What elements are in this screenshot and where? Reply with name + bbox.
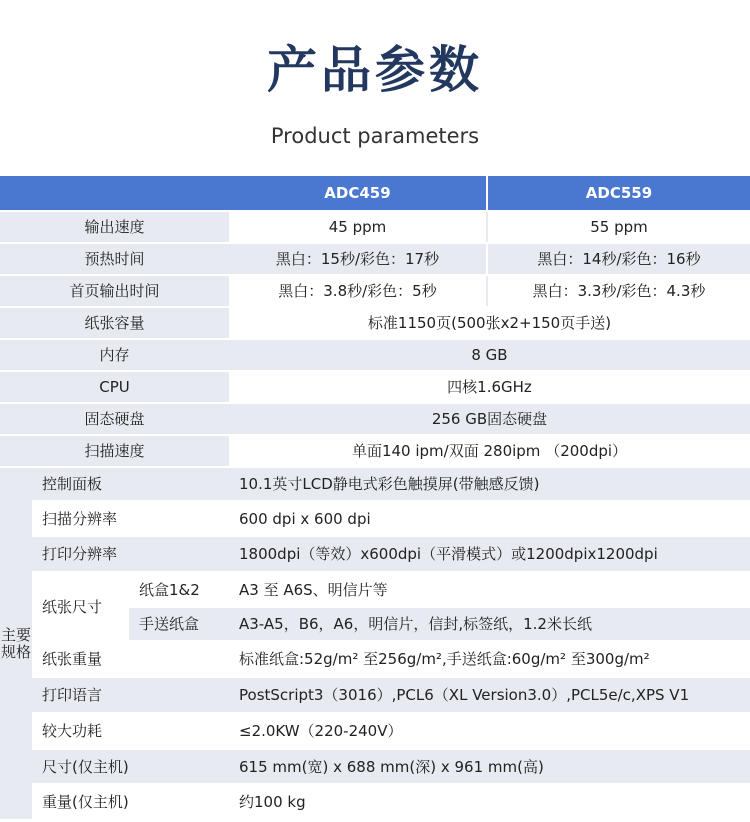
header-model2: ADC559 <box>488 176 750 210</box>
spec-value-dimensions: 615 mm(宽) x 688 mm(深) x 961 mm(高) <box>229 750 750 783</box>
row-value-warmup-1: 黑白：15秒/彩色：17秒 <box>229 244 486 274</box>
header-model1: ADC459 <box>229 176 486 210</box>
row-label-ssd: 固态硬盘 <box>0 404 229 434</box>
spec-value-paper-weight: 标准纸盒:52g/m² 至256g/m²,手送纸盒:60g/m² 至300g/m² <box>229 642 750 676</box>
spec-value-print-res: 1800dpi（等效）x600dpi（平滑模式）或1200dpix1200dpi <box>229 537 750 571</box>
side-label-main-spec <box>0 468 32 819</box>
spec-label-paper-weight: 纸张重量 <box>32 642 229 676</box>
spec-value-weight: 约100 kg <box>229 785 750 819</box>
spec-label-print-res: 打印分辨率 <box>32 537 229 571</box>
row-value-memory: 8 GB <box>229 340 750 370</box>
spec-value-tray: A3 至 A6S、明信片等 <box>229 573 750 606</box>
spec-label-bypass: 手送纸盒 <box>129 608 229 640</box>
row-value-first-page-2: 黑白：3.3秒/彩色：4.3秒 <box>488 276 750 306</box>
row-label-first-page: 首页输出时间 <box>0 276 229 306</box>
row-value-cpu: 四核1.6GHz <box>229 372 750 402</box>
row-value-first-page-1: 黑白：3.8秒/彩色：5秒 <box>229 276 486 306</box>
spec-value-scan-res: 600 dpi x 600 dpi <box>229 502 750 535</box>
side-label-text: 主要规格 <box>0 625 31 661</box>
row-label-scan-speed: 扫描速度 <box>0 436 229 466</box>
row-value-output-speed-2: 55 ppm <box>488 212 750 242</box>
spec-label-control-panel: 控制面板 <box>32 468 229 500</box>
spec-label-weight: 重量(仅主机) <box>32 785 229 819</box>
row-label-cpu: CPU <box>0 372 229 402</box>
row-value-ssd: 256 GB固态硬盘 <box>229 404 750 434</box>
spec-label-paper-size: 纸张尺寸 <box>32 573 129 640</box>
row-value-warmup-2: 黑白：14秒/彩色：16秒 <box>488 244 750 274</box>
header-blank-cell <box>0 176 229 210</box>
spec-value-bypass: A3-A5，B6，A6，明信片，信封,标签纸，1.2米长纸 <box>229 608 750 640</box>
row-label-warmup: 预热时间 <box>0 244 229 274</box>
spec-value-print-lang: PostScript3（3016）,PCL6（XL Version3.0）,PCL5e/c,XPS V1 <box>229 678 750 712</box>
row-label-memory: 内存 <box>0 340 229 370</box>
page-title: 产品参数 <box>267 41 483 99</box>
spec-label-dimensions: 尺寸(仅主机) <box>32 750 229 783</box>
row-value-paper-capacity: 标准1150页(500张x2+150页手送) <box>229 308 750 338</box>
spec-value-power: ≤2.0KW（220-240V） <box>229 714 750 748</box>
spec-label-power: 较大功耗 <box>32 714 229 748</box>
row-value-output-speed-1: 45 ppm <box>229 212 486 242</box>
row-label-output-speed: 输出速度 <box>0 212 229 242</box>
page-subtitle: Product parameters <box>270 124 480 148</box>
row-value-scan-speed: 单面140 ipm/双面 280ipm （200dpi） <box>229 436 750 466</box>
spec-label-print-lang: 打印语言 <box>32 678 229 712</box>
spec-value-control-panel: 10.1英寸LCD静电式彩色触摸屏(带触感反馈) <box>229 468 750 500</box>
spec-label-tray: 纸盒1&2 <box>129 573 229 606</box>
spec-table <box>0 176 750 811</box>
spec-label-scan-res: 扫描分辨率 <box>32 502 229 535</box>
row-label-paper-capacity: 纸张容量 <box>0 308 229 338</box>
